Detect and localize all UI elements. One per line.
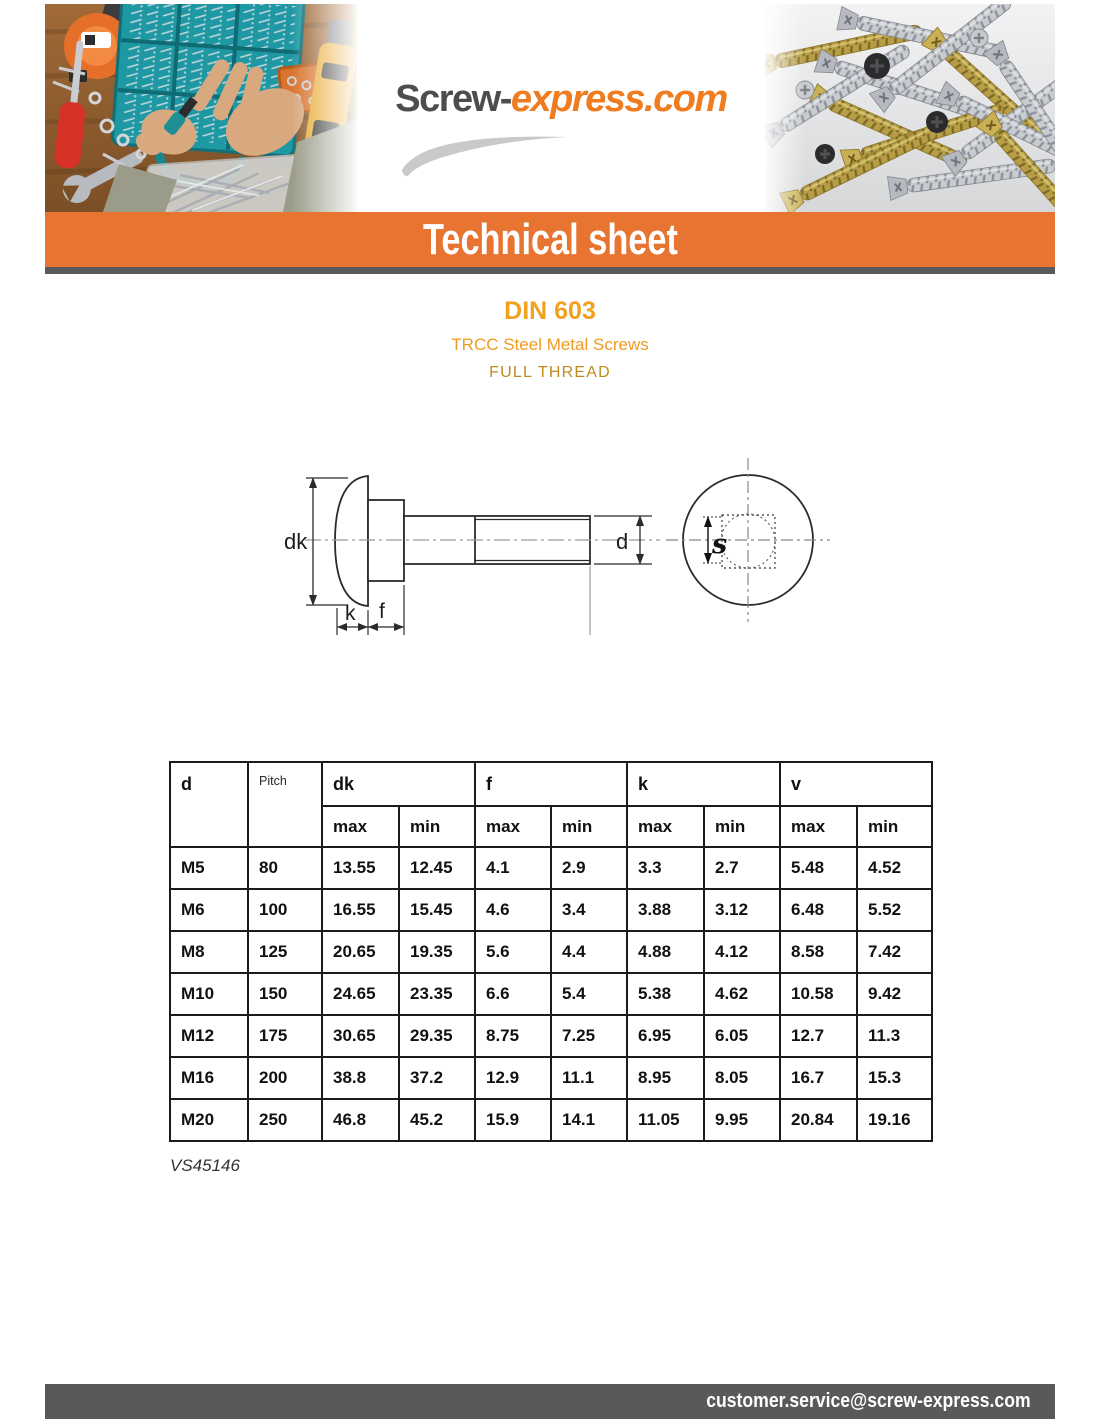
size-cell: M10 <box>170 973 248 1015</box>
k-label: k <box>345 602 356 625</box>
value-cell: 19.35 <box>399 931 475 973</box>
workbench-photo <box>45 4 357 212</box>
col-header-k: k <box>627 762 780 806</box>
subheader-max: max <box>475 806 551 847</box>
value-cell: 11.3 <box>857 1015 932 1057</box>
value-cell: 30.65 <box>322 1015 399 1057</box>
subheader-min: min <box>551 806 627 847</box>
value-cell: 4.1 <box>475 847 551 889</box>
banner <box>45 212 1055 267</box>
spec-row <box>170 1015 932 1057</box>
value-cell: 11.05 <box>627 1099 704 1141</box>
value-cell: 4.52 <box>857 847 932 889</box>
value-cell: 4.4 <box>551 931 627 973</box>
value-cell: 6.6 <box>475 973 551 1015</box>
value-cell: 8.05 <box>704 1057 780 1099</box>
value-cell: 2.9 <box>551 847 627 889</box>
bolt-technical-drawing <box>260 430 900 680</box>
subheader-min: min <box>857 806 932 847</box>
value-cell: 7.42 <box>857 931 932 973</box>
size-cell: M6 <box>170 889 248 931</box>
value-cell: 20.84 <box>780 1099 857 1141</box>
spec-row <box>170 1057 932 1099</box>
value-cell: 45.2 <box>399 1099 475 1141</box>
thread-type: FULL THREAD <box>489 364 611 381</box>
value-cell: 5.52 <box>857 889 932 931</box>
size-cell: M12 <box>170 1015 248 1057</box>
value-cell: 12.7 <box>780 1015 857 1057</box>
f-label: f <box>379 600 385 623</box>
spec-row <box>170 889 932 931</box>
bolt-head <box>335 476 368 606</box>
value-cell: 6.05 <box>704 1015 780 1057</box>
spec-row <box>170 973 932 1015</box>
screw-pile-photo-art <box>765 4 1055 212</box>
value-cell: 5.6 <box>475 931 551 973</box>
value-cell: 46.8 <box>322 1099 399 1141</box>
size-cell: M16 <box>170 1057 248 1099</box>
col-header-dk: dk <box>322 762 475 806</box>
col-header-d: d <box>170 762 248 847</box>
logo <box>357 78 765 121</box>
spec-row <box>170 931 932 973</box>
value-cell: 5.4 <box>551 973 627 1015</box>
col-header-v: v <box>780 762 932 806</box>
value-cell: 3.4 <box>551 889 627 931</box>
pitch-cell: 100 <box>248 889 322 931</box>
screw-pile-photo <box>765 4 1055 212</box>
value-cell: 9.95 <box>704 1099 780 1141</box>
size-cell: M20 <box>170 1099 248 1141</box>
value-cell: 12.9 <box>475 1057 551 1099</box>
value-cell: 4.6 <box>475 889 551 931</box>
value-cell: 13.55 <box>322 847 399 889</box>
value-cell: 37.2 <box>399 1057 475 1099</box>
value-cell: 8.58 <box>780 931 857 973</box>
pitch-cell: 200 <box>248 1057 322 1099</box>
logo-swoosh <box>398 128 573 183</box>
value-cell: 15.9 <box>475 1099 551 1141</box>
size-cell: M8 <box>170 931 248 973</box>
pitch-cell: 250 <box>248 1099 322 1141</box>
value-cell: 4.62 <box>704 973 780 1015</box>
value-cell: 6.95 <box>627 1015 704 1057</box>
value-cell: 16.55 <box>322 889 399 931</box>
pitch-cell: 80 <box>248 847 322 889</box>
pitch-cell: 125 <box>248 931 322 973</box>
value-cell: 3.88 <box>627 889 704 931</box>
value-cell: 16.7 <box>780 1057 857 1099</box>
subheader-min: min <box>399 806 475 847</box>
value-cell: 15.3 <box>857 1057 932 1099</box>
value-cell: 4.12 <box>704 931 780 973</box>
value-cell: 29.35 <box>399 1015 475 1057</box>
value-cell: 20.65 <box>322 931 399 973</box>
reference-code: VS45146 <box>170 1156 240 1175</box>
value-cell: 3.3 <box>627 847 704 889</box>
dk-label: dk <box>284 529 308 554</box>
value-cell: 19.16 <box>857 1099 932 1141</box>
value-cell: 10.58 <box>780 973 857 1015</box>
footer-bar <box>45 1384 1055 1419</box>
value-cell: 38.8 <box>322 1057 399 1099</box>
value-cell: 2.7 <box>704 847 780 889</box>
value-cell: 5.48 <box>780 847 857 889</box>
col-header-f: f <box>475 762 627 806</box>
dimensions-table <box>169 761 933 1142</box>
value-cell: 4.88 <box>627 931 704 973</box>
value-cell: 11.1 <box>551 1057 627 1099</box>
spec-row <box>170 847 932 889</box>
subheader-min: min <box>704 806 780 847</box>
pitch-cell: 175 <box>248 1015 322 1057</box>
footer-email-link[interactable]: customer.service@screw-express.com <box>706 1390 1031 1412</box>
value-cell: 7.25 <box>551 1015 627 1057</box>
value-cell: 8.75 <box>475 1015 551 1057</box>
value-cell: 15.45 <box>399 889 475 931</box>
banner-title: Technical sheet <box>422 215 678 264</box>
size-cell: M5 <box>170 847 248 889</box>
value-cell: 5.38 <box>627 973 704 1015</box>
subheader-max: max <box>780 806 857 847</box>
spec-table-body <box>170 847 932 1141</box>
standard-title: DIN 603 <box>504 297 596 325</box>
logo-text-secondary: express.com <box>510 78 727 120</box>
subheader-max: max <box>322 806 399 847</box>
value-cell: 23.35 <box>399 973 475 1015</box>
end-view <box>666 458 830 622</box>
group-header-row <box>170 762 932 806</box>
value-cell: 9.42 <box>857 973 932 1015</box>
s-label: s <box>712 529 728 560</box>
pitch-cell: 150 <box>248 973 322 1015</box>
workbench-photo-art <box>45 4 357 212</box>
d-label: d <box>616 529 629 554</box>
product-description: TRCC Steel Metal Screws <box>451 335 649 354</box>
value-cell: 3.12 <box>704 889 780 931</box>
subheader-max: max <box>627 806 704 847</box>
value-cell: 12.45 <box>399 847 475 889</box>
value-cell: 8.95 <box>627 1057 704 1099</box>
logo-text-primary: Screw- <box>395 78 511 120</box>
value-cell: 24.65 <box>322 973 399 1015</box>
spec-row <box>170 1099 932 1141</box>
col-header-pitch: Pitch <box>248 762 322 847</box>
value-cell: 6.48 <box>780 889 857 931</box>
value-cell: 14.1 <box>551 1099 627 1141</box>
banner-underline <box>45 267 1055 274</box>
